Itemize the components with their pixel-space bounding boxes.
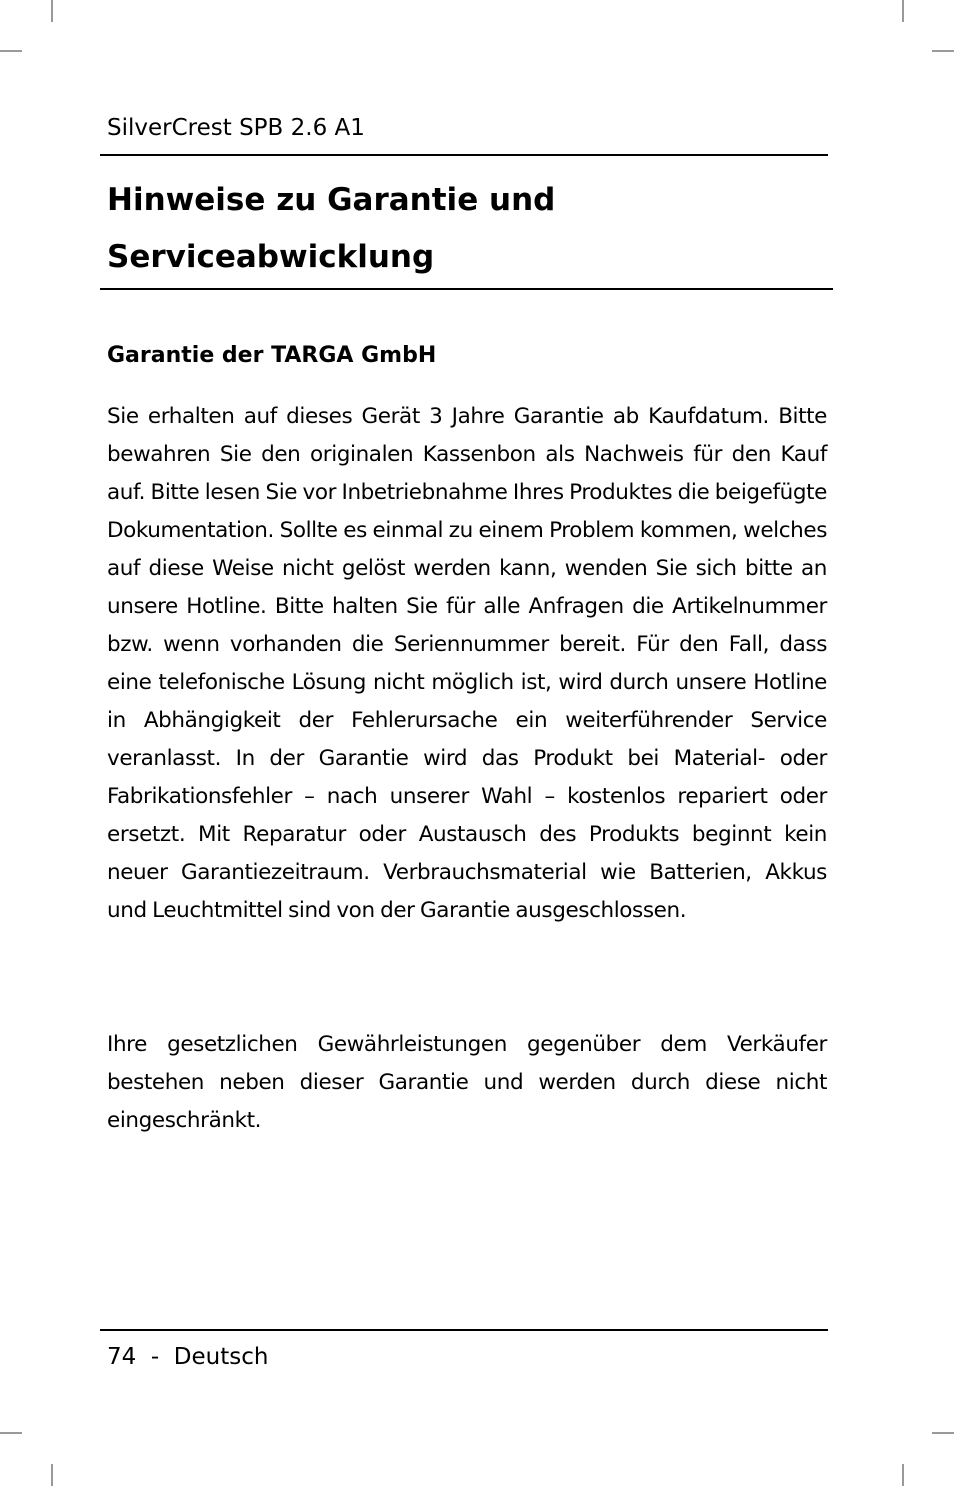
statutory-rights-paragraph: Ihre gesetzlichen Gewährleistungen gegenüber dem Verkäufer bestehen neben dieser Garantie und werden durch diese nicht eingeschränkt. — [107, 1032, 827, 1133]
header-rule — [100, 154, 828, 156]
crop-mark-bottom-left-horizontal — [0, 1432, 22, 1434]
crop-mark-bottom-left — [51, 1464, 53, 1486]
warranty-paragraph: Sie erhalten auf dieses Gerät 3 Jahre Garantie ab Kaufdatum. Bitte bewahren Sie den originalen Kassenbon als Nachweis für den Kauf auf. Bitte lesen Sie vor Inbetriebnahme Ihres Produktes die beigefügte Dokumentation. Sollte es einmal zu einem Problem kommen, welches auf diese Weise nicht gelöst werden kann, wenden Sie sich bitte an unsere Hotline. Bitte halten Sie für alle Anfragen die Artikelnummer bzw. wenn vorhanden die Seriennummer bereit. Für den Fall, dass eine telefonische Lösung nicht möglich ist, wird durch unsere Hotline in Abhängigkeit der Fehlerursache ein weiterführender Service veranlasst. In der Garantie wird das Produkt bei Material- oder Fabrikationsfehler – nach unserer Wahl – kostenlos repariert oder ersetzt. Mit Reparatur oder Austausch des Produkts beginnt kein neuer Garantiezeitraum. Verbrauchsmaterial wie Batterien, Akkus und Leuchtmittel sind von der Garantie ausgeschlossen. — [107, 404, 827, 923]
crop-mark-top-left-horizontal — [0, 50, 22, 52]
page-title: Hinweise zu Garantie und Serviceabwicklung — [107, 182, 556, 275]
section-heading: Garantie der TARGA GmbH — [107, 343, 437, 368]
crop-mark-top-right-horizontal — [932, 50, 954, 52]
title-rule — [100, 288, 833, 290]
crop-mark-top-left — [51, 0, 53, 22]
crop-mark-top-right — [902, 0, 904, 22]
footer-rule — [100, 1329, 828, 1331]
crop-mark-bottom-right — [902, 1464, 904, 1486]
crop-mark-bottom-right-horizontal — [932, 1432, 954, 1434]
page-footer: 74 - Deutsch — [107, 1344, 269, 1370]
running-header: SilverCrest SPB 2.6 A1 — [107, 115, 365, 141]
